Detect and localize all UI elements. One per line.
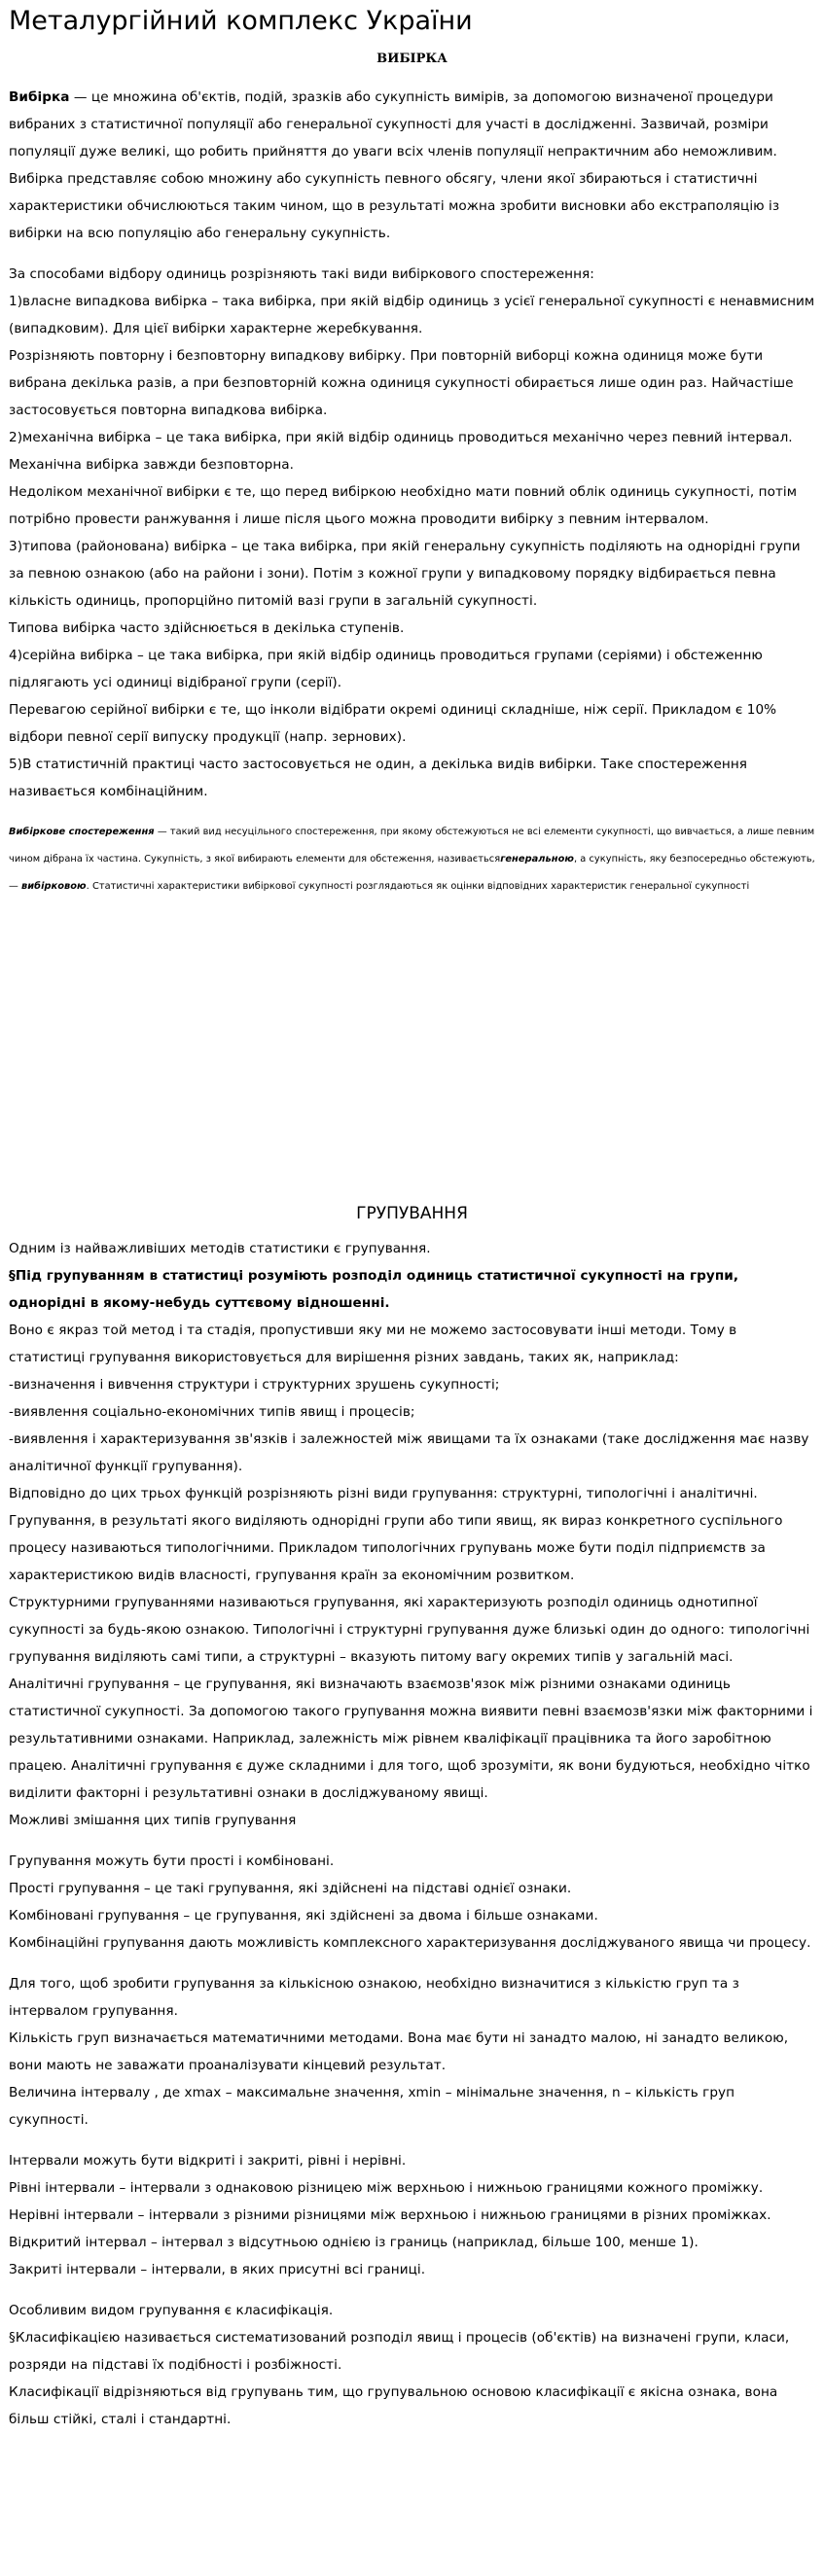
text-line: Групування, в результаті якого виділяють однорідні групи або типи явищ, як вираз конкретного суспільного процесу називаються типологічними. Прикладом типологічних групувань може бути поділ підприємств за характеристикою видів власності, групування країн за економічним розвитком.: [9, 1513, 783, 1583]
text-line: Відкритий інтервал – інтервал з відсутньою однією із границь (наприклад, більше 100, менше 1).: [9, 2235, 699, 2250]
text-line: -визначення і вивчення структури і структурних зрушень сукупності;: [9, 1377, 500, 1393]
text-line: Кількість груп визначається математичними методами. Вона має бути ні занадто малою, ні занадто великою, вони мають не заважати проаналізувати кінцевий результат.: [9, 2030, 789, 2073]
text-line: Закриті інтервали – інтервали, в яких присутні всі границі.: [9, 2262, 426, 2277]
definition-text: §Під групуванням в статистиці розуміють розподіл одиниць статистичної сукупності на групи, однорідні в якому-небудь суттєвому відношенні.: [9, 1268, 739, 1311]
text-line: Прості групування – це такі групування, які здійснені на підставі однієї ознаки.: [9, 1881, 572, 1896]
text-line: Перевагою серійної вибірки є те, що інколи відібрати окремі одиниці складніше, ніж серії. Прикладом є 10% відбори певної серії випуску продукції (напр. зернових).: [9, 702, 777, 745]
text-line: Для того, щоб зробити групування за кількісною ознакою, необхідно визначитися з кількістю груп та з інтервалом групування.: [9, 1976, 739, 2019]
text-line: Можливі змішання цих типів групування: [9, 1813, 297, 1828]
note-text-3: . Статистичні характеристики вибіркової сукупності розглядаються як оцінки відповідних характеристик генеральної сукупності: [86, 881, 750, 892]
text-line: Недоліком механічної вибірки є те, що перед вибіркою необхідно мати повний облік одиниць сукупності, потім потрібно провести ранжування і лише після цього можна проводити вибірку з певним інтервалом.: [9, 484, 798, 527]
grouping-definition: [9, 1262, 815, 1317]
section-heading-vybirka: ВИБІРКА: [376, 52, 448, 66]
text-line: За способами відбору одиниць розрізняють такі види вибіркового спостереження:: [9, 266, 594, 282]
text-line: -виявлення соціально-економічних типів явищ і процесів;: [9, 1404, 415, 1420]
text-line: Рівні інтервали – інтервали з однаковою різницею між верхньою і нижньою границями кожного проміжку.: [9, 2180, 764, 2196]
text-line: §Класифікацією називається систематизований розподіл явищ і процесів (об'єктів) на визначені групи, класи, розряди на підставі їх подібності і розбіжності.: [9, 2330, 790, 2373]
text-line: 4)серійна вибірка – це така вибірка, при якій відбір одиниць проводиться групами (серіями) і обстеженню підлягають усі одиниці відібраної групи (серії).: [9, 648, 763, 690]
text-line: Особливим видом групування є класифікація.: [9, 2303, 334, 2318]
note-text-2: , а сукупність, яку безпосередньо обстежують, —: [9, 854, 815, 892]
text-line: Типова вибірка часто здійснюється в декілька ступенів.: [9, 620, 405, 636]
text-line: 5)В статистичній практиці часто застосовується не один, а декілька видів вибірки. Таке спостереження називається комбінаційним.: [9, 757, 747, 799]
intro-paragraph: [9, 84, 815, 247]
intro-text: — це множина об'єктів, подій, зразків або сукупність вимірів, за допомогою визначеної процедури вибраних з статистичної популяції або генеральної сукупності для участі в дослідженні. Зазвичай, розміри популяції дуже великі, що робить прийняття до уваги всіх членів популяції непрактичним або неможливим. Вибірка представляє собою множину або сукупність певного обсягу, члени якої збираються і статистичні характеристики обчислюються таким чином, що в результаті можна зробити висновки або екстраполяцію із вибірки на всю популяцію або генеральну сукупність.: [9, 89, 780, 241]
note-term-3: вибірковою: [21, 881, 87, 892]
text-line: Комбінаційні групування дають можливість комплексного характеризування досліджуваного явища чи процесу.: [9, 1935, 811, 1951]
text-line: Одним із найважливіших методів статистики є групування.: [9, 1241, 431, 1256]
section-heading-grupuvannya: ГРУПУВАННЯ: [356, 1204, 468, 1223]
text-line: Величина інтервалу , де xmax – максимальне значення, xmin – мінімальне значення, n – кількість груп сукупності.: [9, 2085, 735, 2128]
sample-observation-note: [9, 819, 815, 900]
site-title: Металургійний комплекс України: [9, 6, 473, 36]
note-term-1: Вибіркове спостереження: [9, 827, 155, 837]
text-line: 3)типова (районована) вибірка – це така вибірка, при якій генеральну сукупність поділяють на однорідні групи за певною ознакою (або на райони і зони). Потім з кожної групи у випадковому порядку відбирається певна кількість одиниць, пропорційно питомій вазі групи в загальній сукупності.: [9, 539, 801, 609]
text-line: Розрізняють повторну і безповторну випадкову вибірку. При повторній виборці кожна одиниця може бути вибрана декілька разів, а при безповторній кожна одиниця сукупності обирається лише один раз. Найчастіше застосовується повторна випадкова вибірка.: [9, 348, 794, 418]
text-line: Інтервали можуть бути відкриті і закриті, рівні і нерівні.: [9, 2153, 407, 2169]
text-line: Відповідно до цих трьох функцій розрізняють різні види групування: структурні, типологічні і аналітичні.: [9, 1486, 758, 1501]
text-line: 1)власне випадкова вибірка – така вибірка, при якій відбір одиниць з усієї генеральної сукупності є ненавмисним (випадковим). Для цієї вибірки характерне жеребкування.: [9, 294, 815, 336]
text-line: Класифікації відрізняються від групувань тим, що групувальною основою класифікації є якісна ознака, вона більш стійкі, сталі і стандартні.: [9, 2384, 778, 2427]
text-line: Аналітичні групування – це групування, які визначають взаємозв'язок між різними ознаками одиниць статистичної сукупності. За допомогою такого групування можна виявити певні взаємозв'язки між факторними і результативними ознаками. Наприклад, залежність між рівнем кваліфікації працівника та його заробітною працею. Аналітичні групування є дуже складними і для того, щоб зрозуміти, як вони будуються, необхідно чітко виділити факторні і результативні ознаки в досліджуваному явищі.: [9, 1676, 813, 1801]
text-line: Нерівні інтервали – інтервали з різними різницями між верхньою і нижньою границями в різних проміжках.: [9, 2207, 771, 2223]
note-text-1: — такий вид несуцільного спостереження, при якому обстежуються не всі елементи сукупності, що вивчається, а лише певним чином дібрана їх частина. Сукупність, з якої вибирають елементи для обстеження, називається: [9, 827, 815, 865]
text-line: Комбіновані групування – це групування, які здійснені за двома і більше ознаками.: [9, 1908, 598, 1923]
text-line: 2)механічна вибірка – це така вибірка, при якій відбір одиниць проводиться механічно через певний інтервал. Механічна вибірка завжди безповторна.: [9, 430, 793, 473]
intro-term: Вибірка: [9, 89, 70, 105]
text-line: Структурними групуваннями називаються групування, які характеризують розподіл одиниць однотипної сукупності за будь-якою ознакою. Типологічні і структурні групування дуже близькі один до одного: типологічні групування виділяють самі типи, а структурні – вказують питому вагу окремих типів у загальній масі.: [9, 1595, 810, 1665]
text-line: -виявлення і характеризування зв'язків і залежностей між явищами та їх ознаками (таке дослідження має назву аналітичної функції групування).: [9, 1431, 809, 1474]
text-line: Воно є якраз той метод і та стадія, пропустивши яку ми не можемо застосовувати інші методи. Тому в статистиці групування використовується для вирішення різних завдань, таких як, наприклад:: [9, 1323, 737, 1365]
note-term-2: генеральною: [500, 854, 574, 865]
text-line: Групування можуть бути прості і комбіновані.: [9, 1853, 335, 1869]
